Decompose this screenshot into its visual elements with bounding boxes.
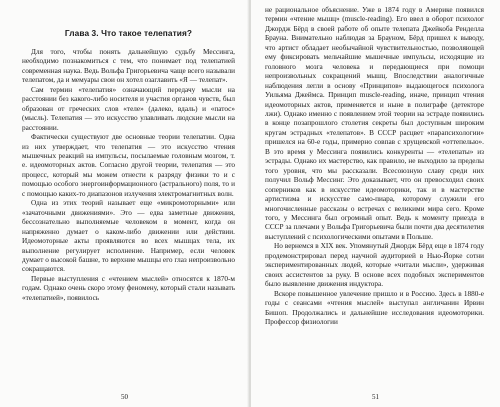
- paragraph: Первые выступления с «чтением мыслей» относятся к 1870-м годам. Однако очень скоро этому феномену, который стали называть «телепатией», появилось: [22, 274, 235, 302]
- right-page: [251, 0, 500, 407]
- paragraph: не рациональное объяснение. Уже в 1874 году в Америке появился термин «чтение мышц» (muscle-reading). Его ввел в оборот психолог Джордж Бёрд в своей работе об опыте телепата Джейкоба Ренделла Брауна. Внимательно наблюдая за Брауном, Бёрд пришел к выводу, что артист обладает необычайной чувствительностью, позволяющей ему фиксировать мельчайшие мышечные импульсы, исходящие из головного мозга человека и передающиеся при помощи непроизвольных сокращений мышц. Впоследствии аналогичные наблюдения легли в основу «Принципов» выдающегося психолога Уильяма Джеймса. Принцип muscle-reading, иначе, принцип чтения идеомоторных актов, применяется и ныне в полиграфе (детекторе лжи). Однако именно с появлением этой теории на эстраде появились в конце позапрошлого столетия секреты был доступным широким кругам эстрадных «телепатов». В СССР расцвет «парапсихологии» пришелся на 60-е годы, примерно совпав с хрущевской «оттепелью». В это время у Мессинга появились конкуренты — «телепаты» из эстрады. Однако их мастерство, как правило, не выходило за пределы того уровня, что мы рассказали. Всесоюзную славу среди них получил Вольф Мессинг. Это доказывает, что он превосходил своих соперников как в искусстве идеомоторики, так и в мастерстве артистизма и искусстве само-пиара, которому служили его многочисленные рассказы о встречах с великими мира сего. Кроме того, у Мессинга был огромный опыт. Ведь к моменту приезда в СССР за плечами у Вольфа Григорьевича были почти два десятилетия выступлений с психологическими опытами в Польше.: [265, 6, 484, 241]
- page-number-right: 51: [372, 393, 379, 401]
- left-page: [0, 0, 249, 407]
- paragraph: Одна из этих теорий называет еще «микромоторными» или «зачаточными движениями». Это — едва заметные движения, бессознательно выполняемые человеком в момент, когда он напряженно думает о каком-либо движении или действии. Идеомоторные акты проявляются во всех мышцах тела, их выполнение регулирует исполнение. Например, если человек думает о высокой башне, то верхние мышцы его глаз непроизвольно сокращаются.: [22, 199, 235, 274]
- page-number-left: 50: [121, 393, 128, 401]
- paragraph: Сам термин «телепатия» означающий передачу мысли на расстоянии без какого-либо носителя и участия органов чувств, был образован от греческих слов «теле» (далеко, вдаль) и «патос» (мысль). Телепатия — это искусство улавливать людские мысли на расстоянии.: [22, 85, 235, 132]
- paragraph: Но вернемся в XIX век. Упомянутый Джордж Бёрд еще в 1874 году продемонстрировал перед научной аудиторией в Нью-Йорке сотни экспериментированных людей, которые «читали мысли», удерживая своих ассистентов за руку. В основе всех подобных экспериментов было выявление движения индуктора.: [265, 242, 484, 289]
- paragraph: Фактически существуют две основные теории телепатии. Одна из них утверждает, что телепатия — это искусство чтения мышечных реакций на импульсы, посылаемые головным мозгом, т. е. идеомоторных актов. Согласно другой теории, телепатия — это процесс, который мы можем отнести к разряду физики то и с помощью особого энергоинформационного (астрального) поля, то и с помощью каких-то диапазонов излучения электромагнитных волн.: [22, 133, 235, 198]
- paragraph: Вскоре повышенное увлечение пришло и в Россию. Здесь в 1880-е годы с сеансами «чтения мыслей» выступал англичанин Ирвин Бишоп. Продолжались и дальнейшие исследования идеомоторики. Профессор физиологии: [265, 289, 484, 326]
- chapter-title: Глава 3. Что такое телепатия?: [64, 28, 193, 38]
- left-page-text: [22, 48, 235, 303]
- paragraph: Для того, чтобы понять дальнейшую судьбу Мессинга, необходимо познакомиться с тем, что понимает под телепатией современная наука. Ведь Вольфа Григорьевича чаще всего называли телепатом, да и мемуары свои он хотел озаглавить «Я — телепат».: [22, 48, 235, 85]
- right-page-text: [265, 6, 484, 327]
